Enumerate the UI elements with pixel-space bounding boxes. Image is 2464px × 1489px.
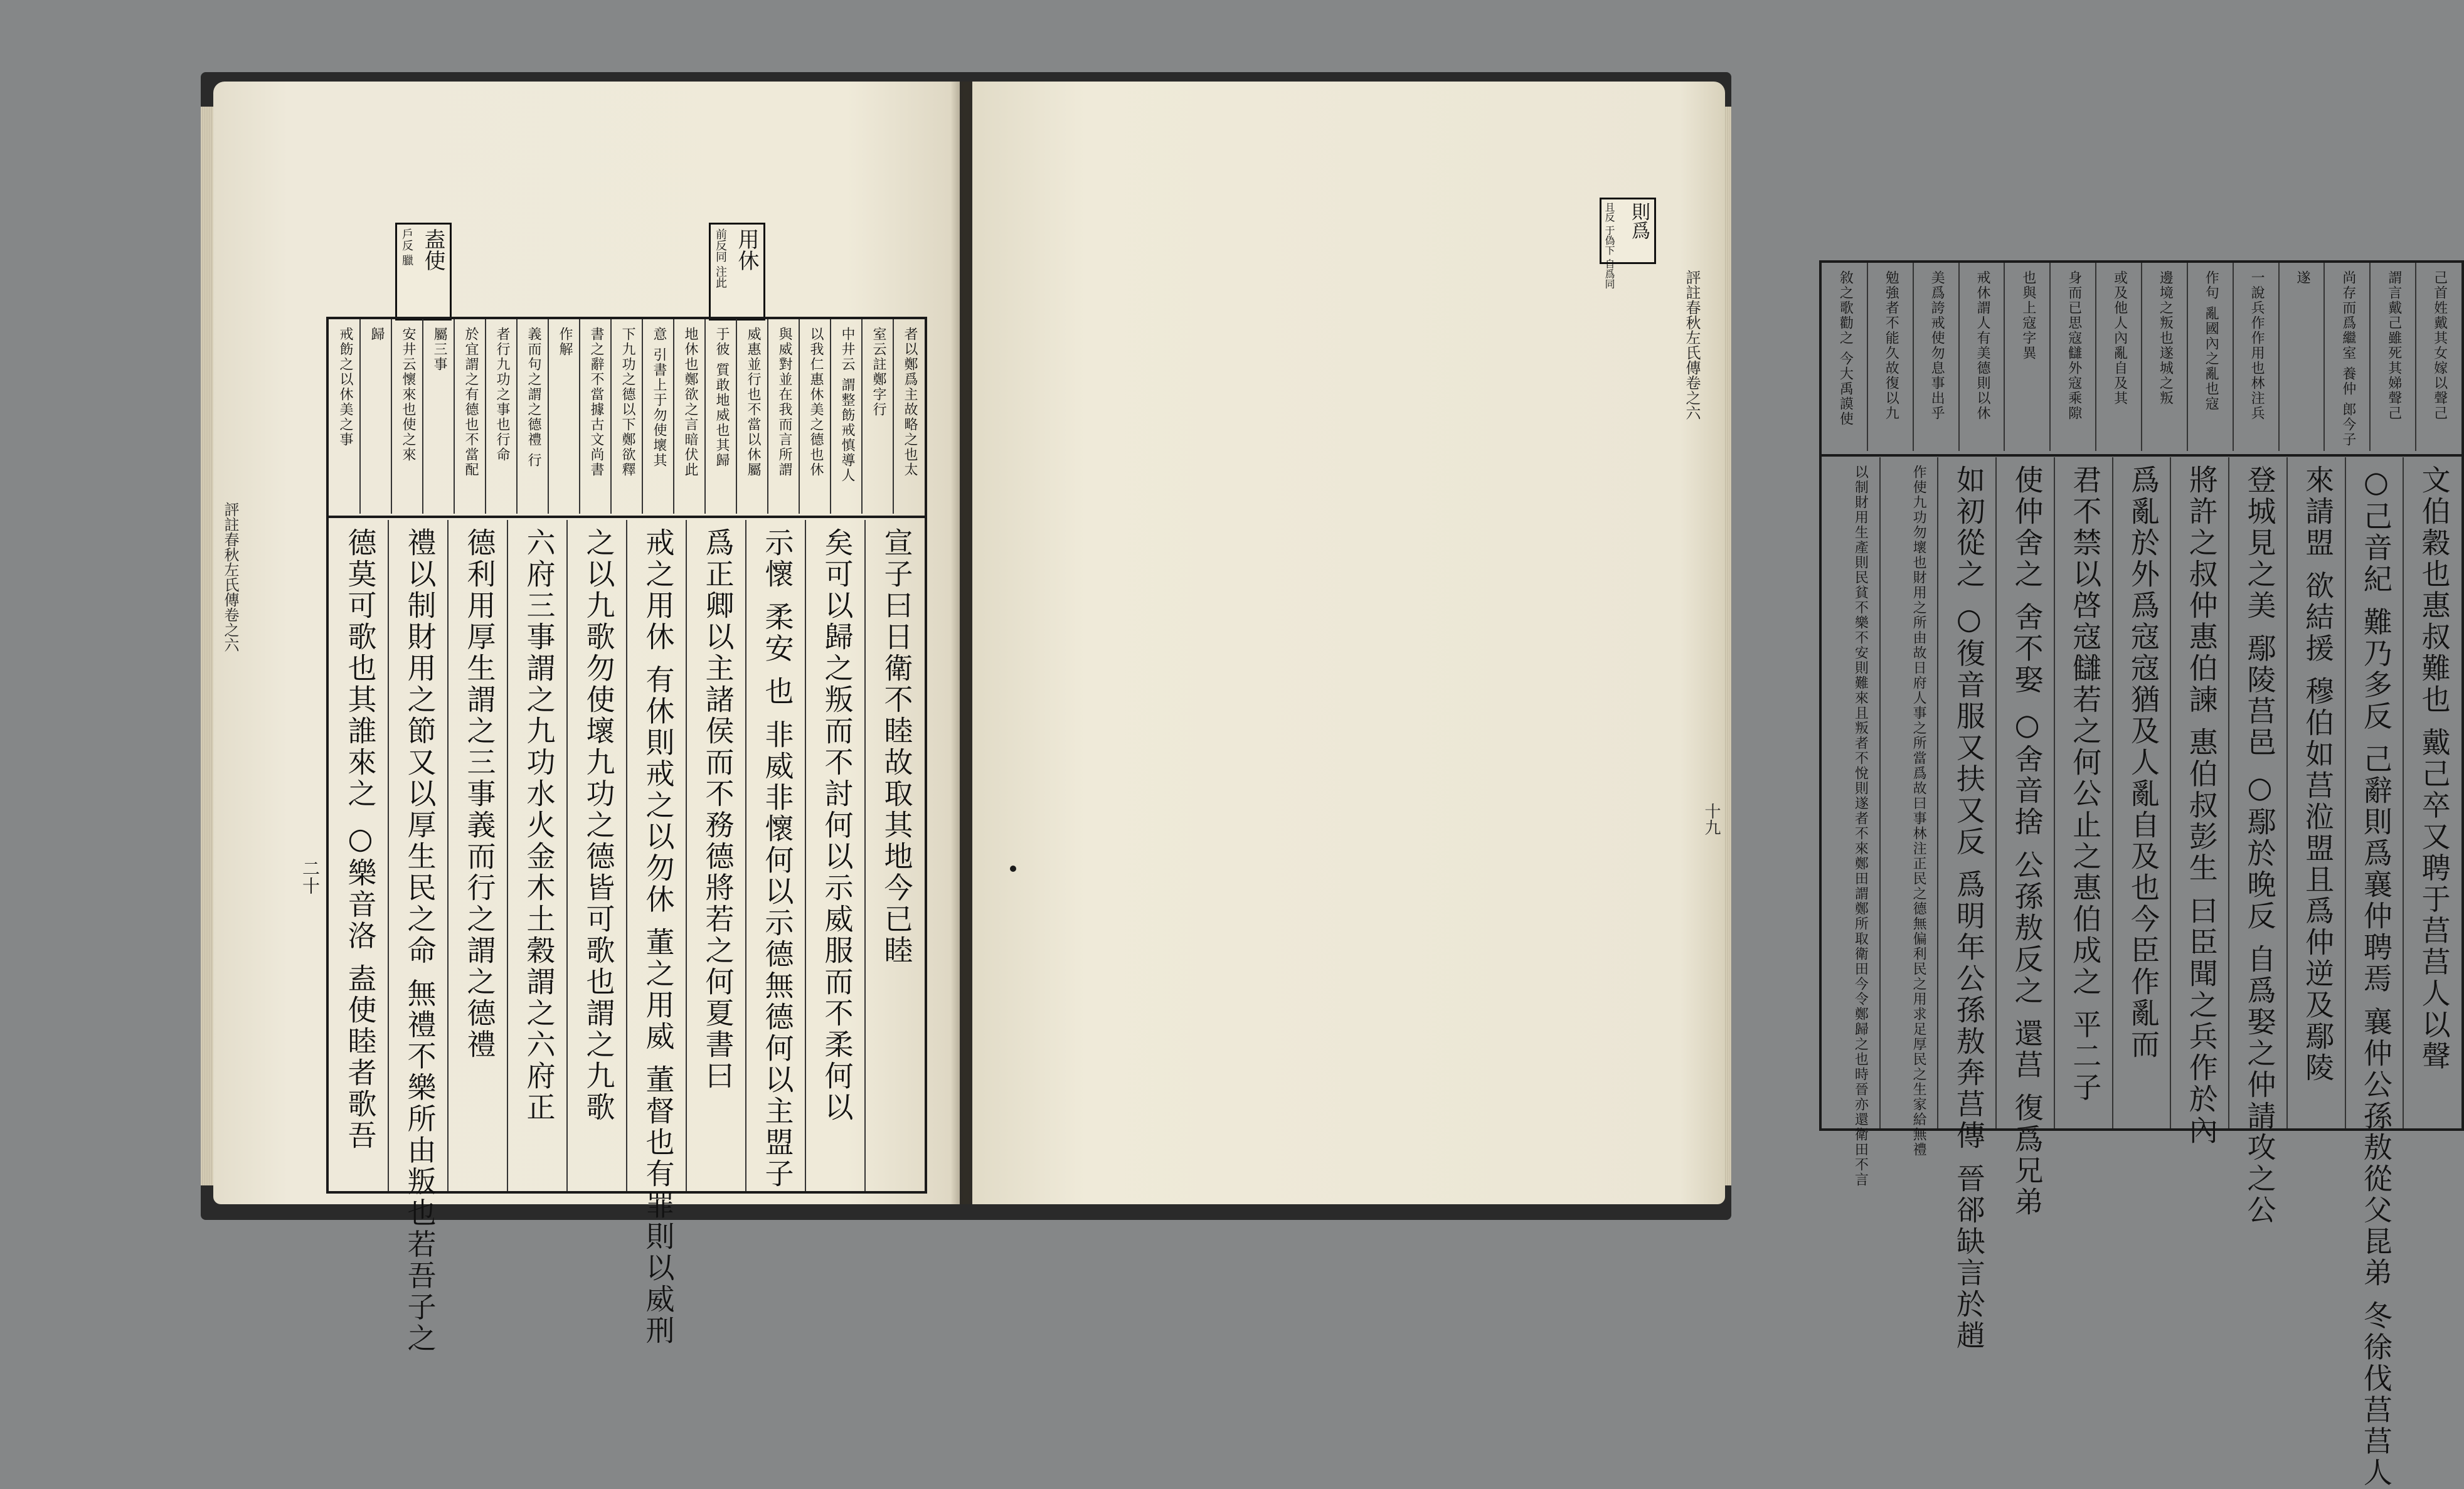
column-rule <box>1879 457 1881 1128</box>
main-text-column: 德利用厚生謂之三事義而行之謂之德禮 <box>462 527 497 1061</box>
main-text-column: 將許之叔仲惠伯諫 惠伯叔彭生 曰臣聞之兵作於內 <box>2184 465 2219 1147</box>
commentary-column: 室云註鄭字行 <box>871 327 886 417</box>
main-text-column: 禮以制財用之節又以厚生民之命 無禮不樂所由叛也若吾子之 <box>403 527 437 1355</box>
main-text-column: 以制財用生產則民貧不樂不安則難來且叛者不悅則遂者不來鄭田謂鄭所取衛田今令鄭歸之也時晉亦還衛田不言 <box>1852 465 1869 1187</box>
commentary-column: 者以鄭爲主故略之也太 <box>902 327 918 477</box>
main-text-column: 示懷 柔安 也 非威非懷何以示德無德何以主盟子 <box>760 527 795 1190</box>
commentary-column: 敘之歌勸之 今大禹謨使 <box>1837 270 1854 427</box>
column-rule <box>2286 457 2288 1128</box>
commentary-column: 謂言戴己雖死其娣聲己 <box>2386 270 2402 421</box>
main-text-column: 之以九歌勿使壞九功之德皆可歌也謂之九歌 <box>581 527 616 1123</box>
main-text-column: 六府三事謂之九功水火金木土穀謂之六府正 <box>522 527 556 1123</box>
column-rule <box>673 319 674 514</box>
left-text-frame <box>326 317 927 1355</box>
commentary-column: 意 引書上于勿使壞其 <box>651 327 667 468</box>
column-rule <box>686 520 687 1191</box>
column-rule <box>454 319 455 514</box>
commentary-column: 遂 <box>2295 270 2310 285</box>
column-rule <box>2095 263 2096 451</box>
column-rule <box>2233 263 2234 451</box>
column-rule <box>2369 263 2371 451</box>
commentary-column: 作句 亂國內之亂也寇 <box>2203 270 2219 411</box>
commentary-column: 威惠並行也不當以休屬 <box>745 327 761 477</box>
left-main-text-area <box>329 520 925 1355</box>
column-rule <box>566 520 568 1191</box>
column-rule <box>447 520 449 1191</box>
commentary-column: 也與上寇字異 <box>2020 270 2036 361</box>
column-rule <box>388 520 389 1191</box>
commentary-column: 己首姓戴其女嫁以聲己 <box>2431 270 2448 421</box>
column-rule <box>805 520 806 1191</box>
commentary-column: 戒休謂人有美德則以休 <box>1975 270 1990 421</box>
commentary-column: 一說兵作作用也林注兵 <box>2249 270 2265 421</box>
main-text-column: 戒之用休 有休則戒之以勿休 董之用威 董督也有罪則以威刑 <box>641 527 676 1347</box>
column-rule <box>736 319 737 514</box>
right-folio: 十九 <box>1702 803 1721 835</box>
column-rule <box>799 319 800 514</box>
main-text-column: 宣子曰日衛不睦故取其地今已睦 <box>879 527 914 967</box>
commentary-column: 下九功之德以下鄭欲釋 <box>620 327 635 477</box>
column-rule <box>2345 457 2346 1128</box>
right-header-rule <box>1822 454 2461 457</box>
main-text-column: 文伯穀也惠叔難也 戴己卒又聘于莒莒人以聲 <box>2417 465 2451 1073</box>
commentary-column: 地休也鄭欲之言暗伏此 <box>682 327 698 477</box>
left-folio: 二十 <box>300 859 321 894</box>
commentary-column: 或及他人內亂自及其 <box>2111 270 2128 406</box>
column-rule <box>861 319 863 514</box>
right-page <box>972 82 2451 1489</box>
column-rule <box>485 319 486 514</box>
commentary-column: 書之辭不當據古文尚書 <box>588 327 604 477</box>
column-rule <box>2004 263 2005 451</box>
commentary-column: 身而已思寇讎外寇乘隙 <box>2066 270 2082 421</box>
left-tab-right: 用休 前反同 注此 <box>709 223 765 321</box>
main-text-column: 德莫可歌也其誰來之 ○樂音洛 盍使睦者歌吾 <box>343 527 378 1152</box>
commentary-column: 勉強者不能久故復以九 <box>1883 270 1899 421</box>
left-notes-area <box>329 319 925 514</box>
column-rule <box>2170 457 2171 1128</box>
column-rule <box>642 319 643 514</box>
column-rule <box>1995 457 1997 1128</box>
main-text-column: 矣可以歸之叛而不討何以示威服而不柔何以 <box>820 527 854 1123</box>
commentary-column: 戒飭之以休美之事 <box>337 327 353 447</box>
column-rule <box>2054 457 2055 1128</box>
left-margin-title: 評註春秋左氏傳卷之六 <box>221 502 239 652</box>
commentary-column: 中井云 謂整飭戒慎導人 <box>839 327 855 483</box>
main-text-column: 作使九功勿壞也財用之所由故日府人事之所當爲故曰事林注正民之德無偏利民之用求足厚民之生家給無禮 <box>1911 465 1927 1157</box>
right-tab: 則爲 且反 于偽下 自爲同 <box>1600 198 1656 264</box>
main-text-column: 使仲舍之 舍不娶 ○舍音捨 公孫敖反之 還莒 復爲兄弟 <box>2010 465 2044 1219</box>
column-rule <box>1913 263 1914 451</box>
column-rule <box>548 319 549 514</box>
column-rule <box>2403 457 2404 1128</box>
column-rule <box>2049 263 2051 451</box>
commentary-column: 屬三事 <box>432 327 447 372</box>
main-text-column: ○己音紀 難乃多反 己辭則爲襄仲聘焉 襄仲公孫敖從父昆弟 冬徐伐莒莒人 <box>2359 465 2393 1489</box>
column-rule <box>516 319 518 514</box>
commentary-column: 邊境之叛也遂城之叛 <box>2157 270 2174 406</box>
column-rule <box>2415 263 2416 451</box>
left-tab-left: 盍使 戶反 臘 <box>395 223 452 321</box>
commentary-column: 以我仁惠休美之德也休 <box>808 327 824 477</box>
column-rule <box>704 319 706 514</box>
commentary-column: 歸 <box>369 327 385 342</box>
left-header-rule <box>329 516 925 518</box>
left-page <box>213 82 960 1355</box>
right-margin-title: 評註春秋左氏傳卷之六 <box>1683 270 1701 420</box>
column-rule <box>1958 263 1960 451</box>
commentary-column: 作解 <box>557 327 573 357</box>
main-text-column: 登城見之美 鄢陵莒邑 ○鄢於晚反 自爲娶之仲請攻之公 <box>2243 465 2277 1226</box>
column-rule <box>610 319 612 514</box>
column-rule <box>391 319 392 514</box>
column-rule <box>579 319 580 514</box>
column-rule <box>1937 457 1938 1128</box>
column-rule <box>2323 263 2325 451</box>
page-dot <box>1010 866 1016 872</box>
column-rule <box>2112 457 2113 1128</box>
commentary-column: 義而句之謂之德禮 行 <box>526 327 541 468</box>
column-rule <box>864 520 866 1191</box>
column-rule <box>507 520 508 1191</box>
column-rule <box>2228 457 2229 1128</box>
commentary-column: 與威對並在我而言所謂 <box>777 327 792 477</box>
column-rule <box>2141 263 2142 451</box>
column-rule <box>893 319 894 514</box>
commentary-column: 于彼 質敢地威也其歸 <box>714 327 730 468</box>
main-text-column: 來請盟 欲結援 穆伯如莒涖盟且爲仲逆及鄢陵 <box>2301 465 2335 1084</box>
main-text-column: 爲正卿以主諸侯而不務德將若之何夏書曰 <box>701 527 735 1092</box>
column-rule <box>626 520 627 1191</box>
column-rule <box>745 520 746 1191</box>
right-notes-area <box>1822 263 2461 451</box>
right-main-text-area <box>1822 457 2461 1489</box>
commentary-column: 於宜謂之有德也不當配 <box>463 327 479 477</box>
column-rule <box>1867 263 1868 451</box>
commentary-column: 尚存而爲繼室 養仲 郎今子 <box>2340 270 2356 447</box>
column-rule <box>830 319 831 514</box>
column-rule <box>422 319 423 514</box>
right-text-frame <box>1819 260 2464 1489</box>
commentary-column: 安井云懷來也使之來 <box>400 327 416 462</box>
column-rule <box>2187 263 2188 451</box>
column-rule <box>767 319 768 514</box>
main-text-column: 如初從之 ○復音服又扶又反 爲明年公孫敖奔莒傳 晉郤缺言於趙 <box>1952 465 1986 1352</box>
column-rule <box>359 319 361 514</box>
commentary-column: 者行九功之事也行命 <box>494 327 510 462</box>
column-rule <box>2278 263 2280 451</box>
commentary-column: 美爲誇戒使勿息事出乎 <box>1929 270 1945 421</box>
main-text-column: 君不禁以啓寇讎若之何公止之惠伯成之 平二子 <box>2068 465 2103 1104</box>
open-book <box>188 63 2451 1489</box>
main-text-column: 爲亂於外爲寇寇猶及人亂自及也今臣作亂而 <box>2127 465 2160 1061</box>
